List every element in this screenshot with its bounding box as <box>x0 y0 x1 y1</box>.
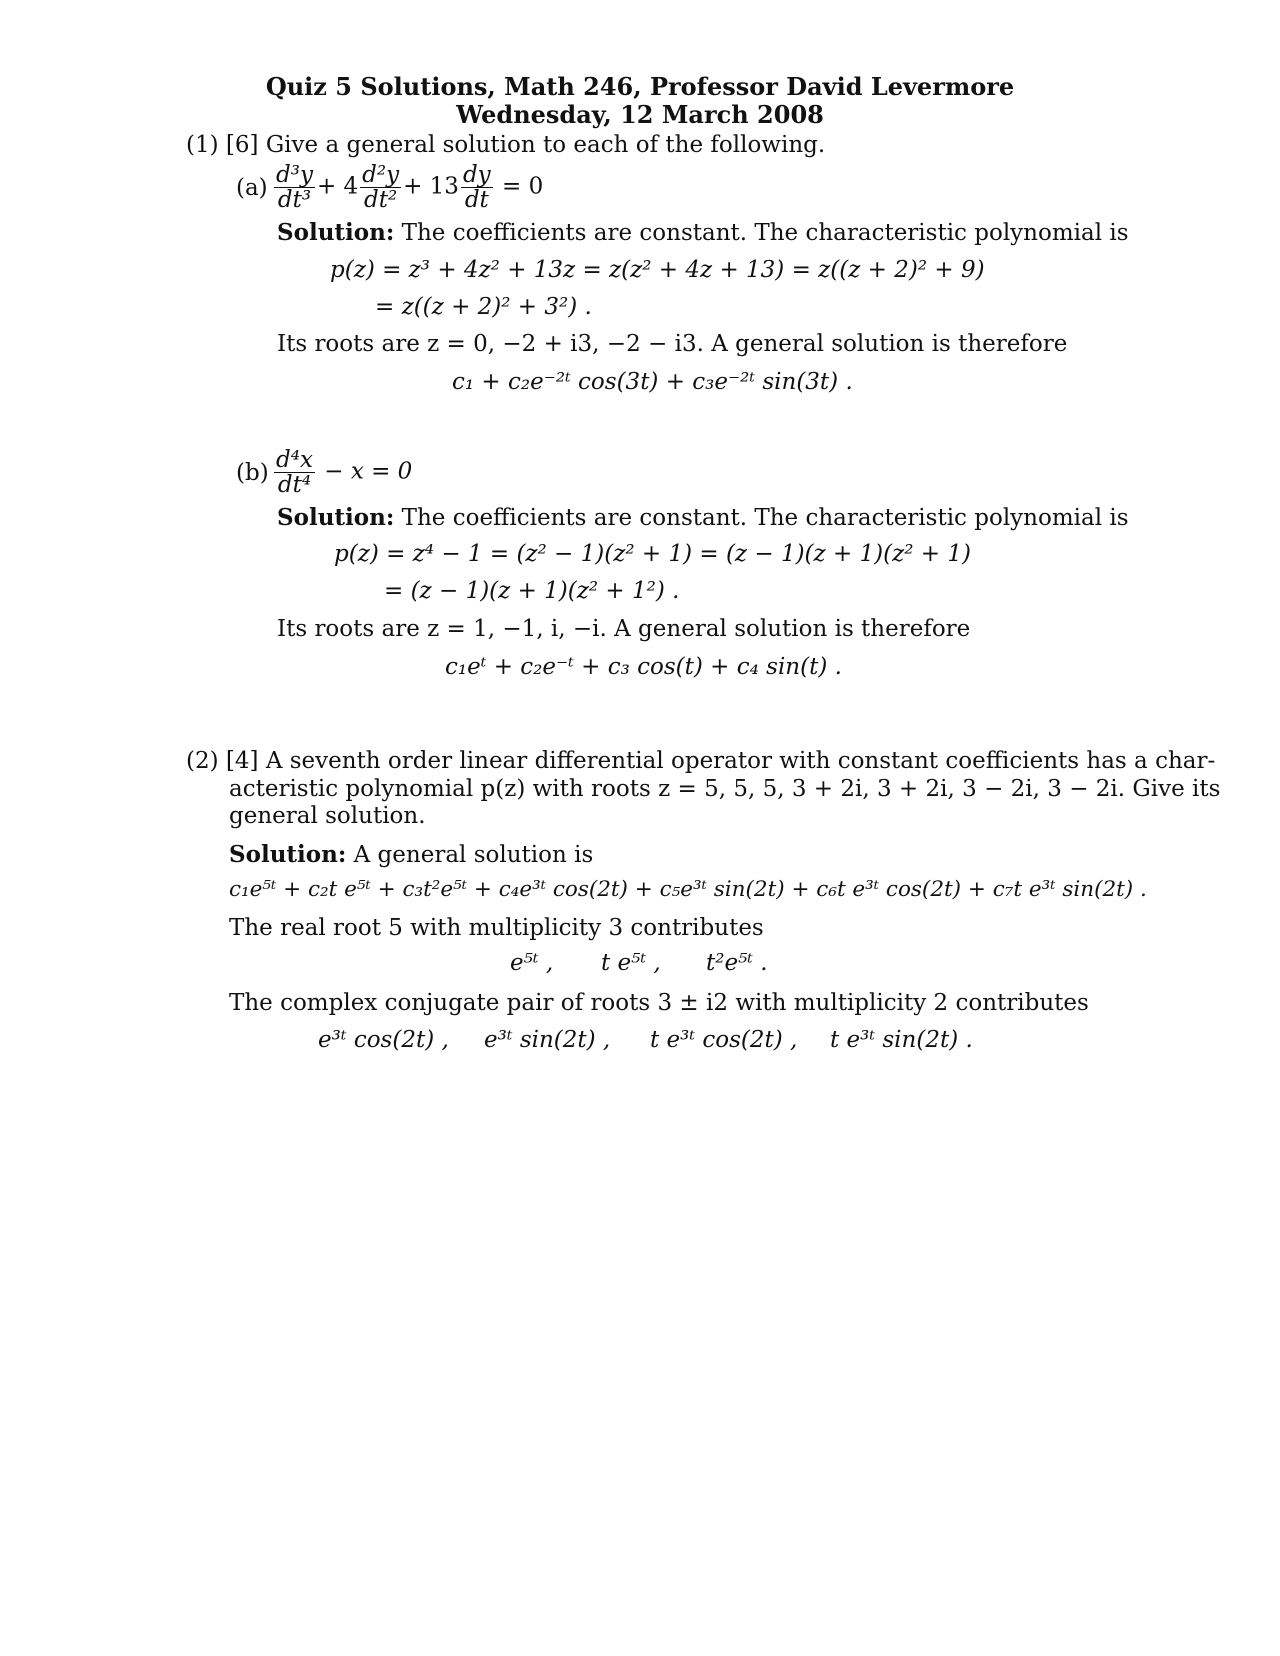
part-b-label: (b) <box>236 460 269 486</box>
part-a-polynomial-line1: p(z) = z³ + 4z² + 13z = z(z² + 4z + 13) = z((z + 2)² + 9) <box>330 257 985 283</box>
problem-2-line3: general solution. <box>229 803 426 829</box>
part-b-polynomial-line1: p(z) = z⁴ − 1 = (z² − 1)(z² + 1) = (z − 1)(z + 1)(z² + 1) <box>334 541 971 567</box>
problem-2-label: (2) <box>186 748 219 774</box>
real-term-1: e⁵ᵗ , <box>510 950 554 976</box>
solution-label: Solution: <box>277 219 395 246</box>
complex-term-1: e³ᵗ cos(2t) , <box>318 1027 449 1053</box>
problem-2-points: [4] <box>225 748 259 774</box>
quiz-title: Quiz 5 Solutions, Math 246, Professor David Levermore <box>265 72 1015 101</box>
quiz-date: Wednesday, 12 March 2008 <box>456 100 824 129</box>
problem-1-prompt: Give a general solution to each of the following. <box>265 132 826 158</box>
part-b-polynomial-line2: = (z − 1)(z + 1)(z² + 1²) . <box>384 578 680 604</box>
part-b-general-solution: c₁eᵗ + c₂e⁻ᵗ + c₃ cos(t) + c₄ sin(t) . <box>445 654 842 680</box>
part-a-roots: Its roots are z = 0, −2 + i3, −2 − i3. A general solution is therefore <box>277 331 1068 357</box>
part-b-equation: $\frac{\text{d⁴x}}{\text{dt⁴}}$ − x = 0 <box>276 447 413 499</box>
dy-dt-fraction: $\frac{dy}{dt}$ <box>462 162 491 214</box>
part-a-polynomial-line2: = z((z + 2)² + 3²) . <box>375 294 592 320</box>
part-b-solution-intro: Solution: The coefficients are constant. The characteristic polynomial is <box>277 504 1129 531</box>
problem-2-line2: acteristic polynomial p(z) with roots z = 5, 5, 5, 3 + 2i, 3 + 2i, 3 − 2i, 3 − 2i. Give its <box>229 776 1221 802</box>
real-term-2: t e⁵ᵗ , <box>601 950 661 976</box>
d2y-dt2-fraction: $\frac{\text{d²y}}{\text{dt²}}$ <box>362 162 400 214</box>
problem-2-general-solution: c₁e⁵ᵗ + c₂t e⁵ᵗ + c₃t²e⁵ᵗ + c₄e³ᵗ cos(2t) + c₅e³ᵗ sin(2t) + c₆t e³ᵗ cos(2t) + c₇t e³ᵗ sin(2t) . <box>229 877 1147 902</box>
part-a-solution-intro: Solution: The coefficients are constant. The characteristic polynomial is <box>277 219 1129 246</box>
problem-1-points: [6] <box>225 132 259 158</box>
complex-term-4: t e³ᵗ sin(2t) . <box>830 1027 973 1053</box>
complex-term-3: t e³ᵗ cos(2t) , <box>650 1027 798 1053</box>
part-b-roots: Its roots are z = 1, −1, i, −i. A general solution is therefore <box>277 616 971 642</box>
problem-2-line1: (2) [4] A seventh order linear differential operator with constant coefficients has a char- <box>186 748 1216 774</box>
solution-label: Solution: <box>229 841 347 868</box>
part-a-label: (a) <box>236 175 268 201</box>
problem-1-header <box>186 132 825 158</box>
real-term-3: t²e⁵ᵗ . <box>706 950 768 976</box>
d4x-dt4-fraction: $\frac{\text{d⁴x}}{\text{dt⁴}}$ <box>276 447 313 499</box>
part-a-general-solution: c₁ + c₂e⁻²ᵗ cos(3t) + c₃e⁻²ᵗ sin(3t) . <box>452 369 853 395</box>
problem-1-label: (1) <box>186 132 219 158</box>
d3y-dt3-fraction: $\frac{\text{d³y}}{\text{dt³}}$ <box>276 162 313 214</box>
complex-term-2: e³ᵗ sin(2t) , <box>484 1027 611 1053</box>
problem-2-real-root-text: The real root 5 with multiplicity 3 contributes <box>229 915 764 941</box>
problem-2-complex-text: The complex conjugate pair of roots 3 ± i2 with multiplicity 2 contributes <box>229 990 1089 1016</box>
part-a-equation: $\frac{\text{d³y}}{\text{dt³}}$ + 4 $\frac{\text{d²y}}{\text{dt²}}$ + 13 $\frac{dy}{dt}$ = 0 <box>276 162 544 214</box>
solution-label: Solution: <box>277 504 395 531</box>
problem-2-solution-intro: Solution: A general solution is <box>229 841 594 868</box>
